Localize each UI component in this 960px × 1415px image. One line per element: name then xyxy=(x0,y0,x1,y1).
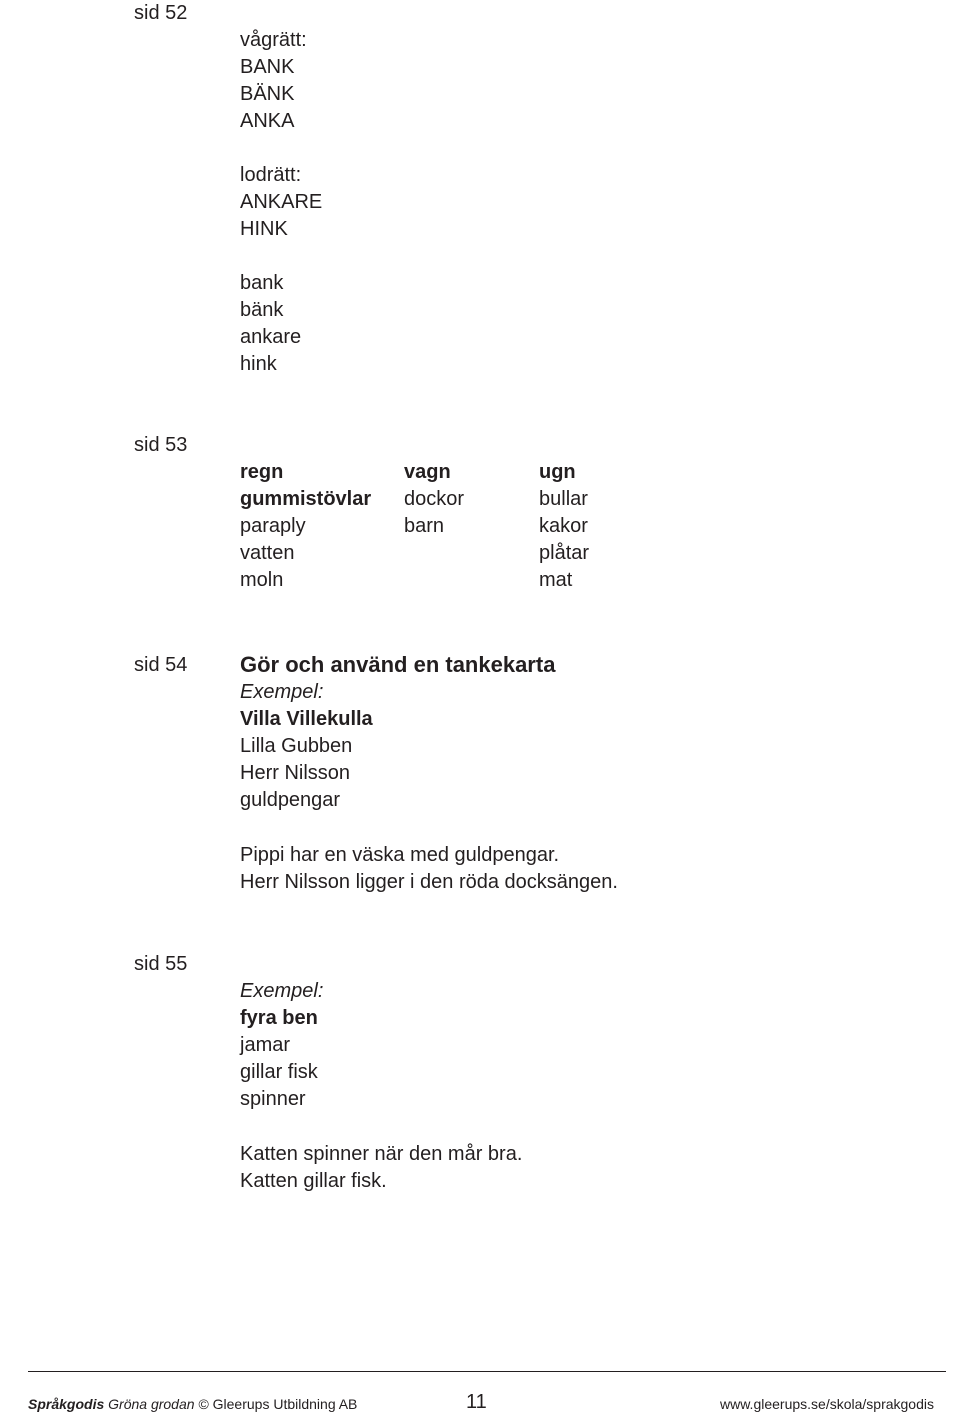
example-item: Lilla Gubben xyxy=(240,735,353,757)
column-item: paraply xyxy=(240,515,306,537)
word-item: ankare xyxy=(240,326,302,348)
word-item: bank xyxy=(240,272,284,294)
column-item: moln xyxy=(240,569,284,591)
example-item: Herr Nilsson xyxy=(240,762,351,784)
sentence: Katten spinner när den mår bra. xyxy=(240,1143,523,1165)
footer-divider xyxy=(28,1371,946,1372)
example-item: jamar xyxy=(240,1034,291,1056)
lodratt-word: ANKARE xyxy=(240,191,323,213)
column-item: dockor xyxy=(404,488,465,510)
column-item: vatten xyxy=(240,542,295,564)
vagratt-word: ANKA xyxy=(240,110,295,132)
column-item: bullar xyxy=(539,488,588,510)
vagratt-label: vågrätt: xyxy=(240,29,307,51)
footer-series: Gröna grodan xyxy=(108,1396,195,1412)
sentence: Pippi har en väska med guldpengar. xyxy=(240,844,560,866)
footer-url[interactable]: www.gleerups.se/skola/sprakgodis xyxy=(720,1396,934,1412)
example-title: Villa Villekulla xyxy=(240,708,373,730)
column-item: gummistövlar xyxy=(240,488,372,510)
example-item: guldpengar xyxy=(240,789,341,811)
vagratt-word: BÄNK xyxy=(240,83,295,105)
column-heading: regn xyxy=(240,461,284,483)
vagratt-word: BANK xyxy=(240,56,295,78)
footer-brand: Språkgodis xyxy=(28,1396,105,1412)
column-heading: ugn xyxy=(539,461,576,483)
page-number: 11 xyxy=(466,1391,487,1413)
word-item: bänk xyxy=(240,299,284,321)
example-item: spinner xyxy=(240,1088,306,1110)
column-item: kakor xyxy=(539,515,588,537)
section-label: sid 55 xyxy=(134,953,188,975)
lodratt-word: HINK xyxy=(240,218,288,240)
section-heading: Gör och använd en tankekarta xyxy=(240,652,556,677)
column-item: barn xyxy=(404,515,445,537)
lodratt-label: lodrätt: xyxy=(240,164,302,186)
section-label: sid 53 xyxy=(134,434,188,456)
footer-credit xyxy=(28,1394,357,1414)
column-item: plåtar xyxy=(539,542,590,564)
column-item: mat xyxy=(539,569,573,591)
column-heading: vagn xyxy=(404,461,451,483)
section-label: sid 54 xyxy=(134,654,188,676)
example-label: Exempel: xyxy=(240,980,324,1002)
example-title: fyra ben xyxy=(240,1007,318,1029)
footer-copyright: © Gleerups Utbildning AB xyxy=(198,1396,358,1412)
example-item: gillar fisk xyxy=(240,1061,318,1083)
sentence: Katten gillar fisk. xyxy=(240,1170,387,1192)
example-label: Exempel: xyxy=(240,681,324,703)
sentence: Herr Nilsson ligger i den röda docksängen. xyxy=(240,871,618,893)
word-item: hink xyxy=(240,353,277,375)
section-label: sid 52 xyxy=(134,2,188,24)
